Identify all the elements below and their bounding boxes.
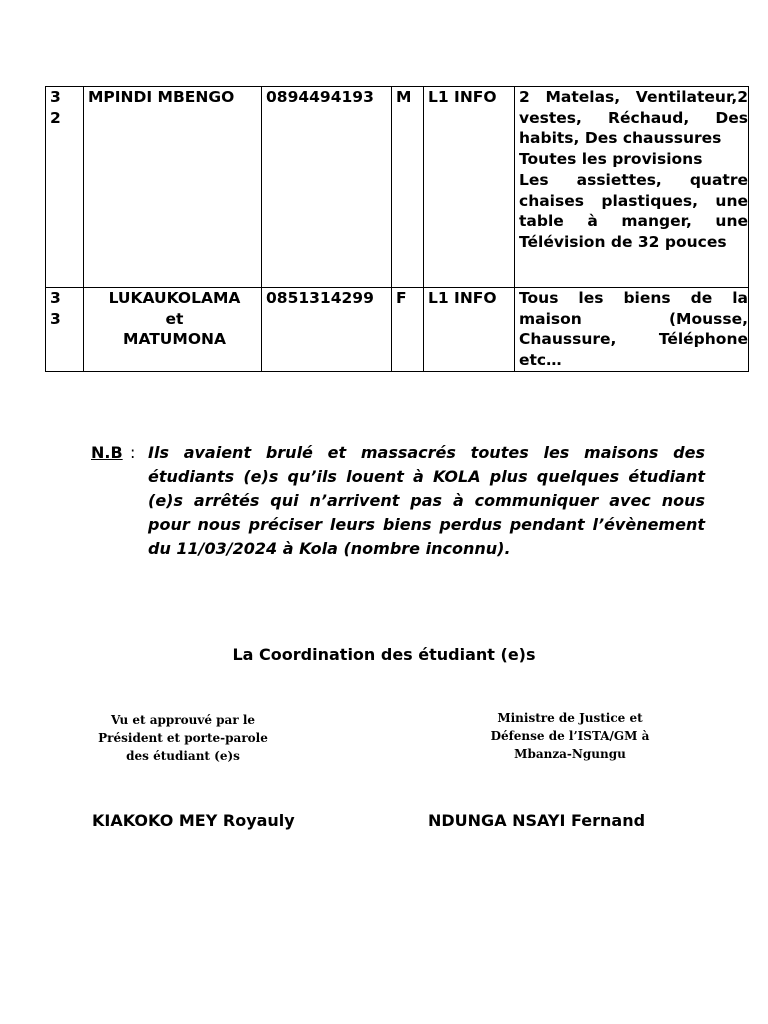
note-label: N.B (91, 443, 123, 462)
student-name-line: et (165, 309, 184, 328)
signature-left: KIAKOKO MEY Royauly (92, 811, 295, 830)
lost-goods-line: maison (Mousse, (519, 309, 748, 328)
lost-goods (515, 288, 749, 372)
note-block (91, 441, 705, 561)
lost-goods-line: vestes, Réchaud, Des (519, 108, 748, 127)
lost-goods-line: etc… (519, 351, 562, 370)
row-number-digit: 3 (50, 88, 61, 106)
sex: F (392, 288, 424, 372)
table-row (46, 288, 749, 372)
phone-number: 0894494193 (262, 87, 392, 288)
row-number-digit: 3 (50, 289, 61, 307)
student-name-line: LUKAUKOLAMA (108, 289, 241, 307)
row-number (46, 87, 84, 288)
lost-goods-line: Chaussure, Téléphone (519, 330, 748, 349)
student-name-line: MATUMONA (123, 330, 226, 349)
approval-line: Président et porte-parole (98, 731, 268, 745)
lost-goods (515, 87, 749, 288)
lost-goods-line: Toutes les provisions (519, 150, 703, 169)
lost-goods-line: 2 Matelas, Ventilateur,2 (519, 88, 748, 106)
lost-goods-line: Tous les biens de la (519, 289, 748, 307)
phone-number: 0851314299 (262, 288, 392, 372)
minister-line: Ministre de Justice et (497, 711, 643, 725)
lost-goods-line: chaises plastiques, une (519, 191, 748, 210)
lost-goods-line: Les assiettes, quatre (519, 170, 748, 189)
minister-block (470, 709, 670, 763)
lost-goods-line: habits, Des chaussures (519, 129, 722, 148)
table-row (46, 87, 749, 288)
student-name-line: MPINDI MBENGO (88, 88, 235, 106)
coordination-title: La Coordination des étudiant (e)s (232, 645, 536, 664)
minister-line: Défense de l’ISTA/GM à (490, 729, 650, 743)
lost-goods-line: Télévision de 32 pouces (519, 232, 727, 251)
note-colon: : (130, 443, 136, 462)
approval-line: Vu et approuvé par le (110, 713, 256, 727)
row-number-digit: 3 (50, 309, 61, 328)
minister-line: Mbanza-Ngungu (514, 747, 626, 761)
study-level: L1 INFO (424, 87, 515, 288)
student-name (84, 288, 262, 372)
student-goods-table (45, 86, 749, 372)
approval-line: des étudiant (e)s (126, 749, 240, 763)
row-number-digit: 2 (50, 108, 61, 127)
student-name (84, 87, 262, 288)
approval-block (90, 711, 276, 765)
row-number (46, 288, 84, 372)
signature-right: NDUNGA NSAYI Fernand (428, 811, 646, 830)
note-text: Ils avaient brulé et massacrés toutes les maisons des étudiants (e)s qu’ils louent à KOLA plus quelques étudiant (e)s arrêtés qui n’arrivent pas à communiquer avec nous pour nous préciser leurs biens perdus pendant l’évènement du 11/03/2024 à Kola (nombre inconnu). (148, 443, 705, 558)
sex: M (392, 87, 424, 288)
lost-goods-line: table à manger, une (519, 212, 748, 231)
study-level: L1 INFO (424, 288, 515, 372)
